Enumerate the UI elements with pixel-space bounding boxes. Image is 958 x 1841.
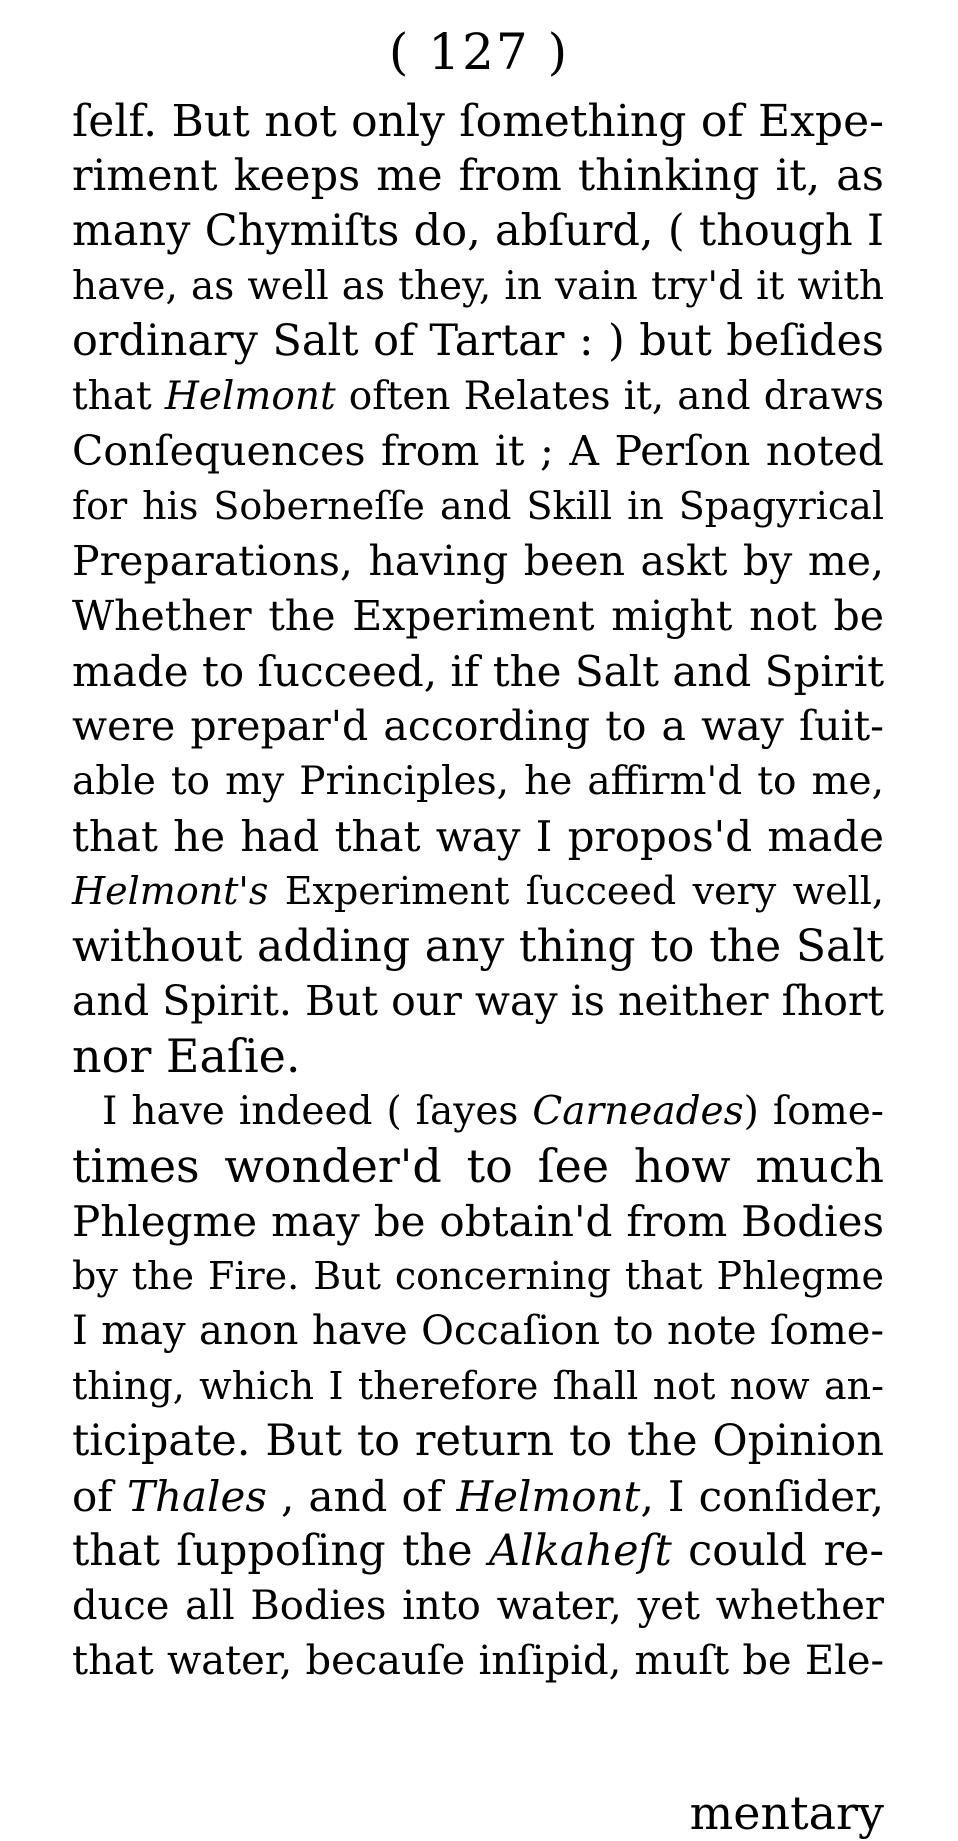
italic-name: Carneades bbox=[532, 1089, 744, 1134]
text-line: that water, becauſe inſipid, muſt be Ele- bbox=[72, 1638, 884, 1684]
text-run: often Relates it, and draws bbox=[335, 374, 884, 419]
text-line: Preparations, having been askt by me, bbox=[72, 537, 884, 585]
text-run: of bbox=[72, 1472, 127, 1521]
text-line: nor Eaſie. bbox=[72, 1029, 301, 1083]
text-line bbox=[72, 369, 884, 424]
text-line: duce all Bodies into water, yet whether bbox=[72, 1583, 884, 1629]
text-line bbox=[72, 1524, 884, 1579]
text-run: that bbox=[72, 374, 165, 419]
text-line: that he had that way I propos'd made bbox=[72, 812, 884, 861]
italic-name: Thales bbox=[126, 1472, 267, 1521]
text-line bbox=[72, 864, 884, 919]
text-line: Whether the Experiment might not be bbox=[72, 592, 884, 640]
catchword: mentary bbox=[689, 1786, 884, 1840]
text-run: , I conſider, bbox=[640, 1472, 884, 1521]
text-line: I may anon have Occaſion to note ſome- bbox=[72, 1308, 884, 1354]
text-line: by the Fire. But concerning that Phlegme bbox=[72, 1254, 884, 1298]
text-line bbox=[72, 1084, 884, 1139]
text-line: able to my Principles, he affirm'd to me, bbox=[72, 759, 884, 804]
text-line: thing, which I therefore ſhall not now an- bbox=[72, 1364, 884, 1408]
page-number: ( 127 ) bbox=[388, 23, 570, 81]
text-run: could re- bbox=[671, 1526, 884, 1576]
text-line: for his Soberneſſe and Skill in Spagyrical bbox=[72, 484, 884, 528]
text-run: , and of bbox=[266, 1472, 457, 1521]
italic-name: Helmont bbox=[164, 374, 336, 419]
text-line: ordinary Salt of Tartar : ) but beſides bbox=[72, 316, 884, 366]
text-line: and Spirit. But our way is neither ſhort bbox=[72, 977, 884, 1025]
italic-name: Alkaheſt bbox=[488, 1526, 672, 1576]
text-line: riment keeps me from thinking it, as bbox=[72, 151, 884, 201]
italic-name: Helmont bbox=[456, 1472, 641, 1521]
text-line: without adding any thing to the Salt bbox=[72, 921, 884, 972]
paragraph-1 bbox=[72, 94, 884, 1084]
paragraph-2 bbox=[72, 1084, 884, 1689]
text-run: that ſuppoſing the bbox=[72, 1526, 489, 1576]
text-line: ticipate. But to return to the Opinion bbox=[72, 1416, 884, 1466]
text-line: made to ſucceed, if the Salt and Spirit bbox=[72, 647, 885, 696]
text-line: have, as well as they, in vain try'd it with bbox=[72, 264, 884, 309]
text-line: times wonder'd to ſee how much bbox=[72, 1139, 884, 1193]
text-line: Conſequences from it ; A Perſon noted bbox=[72, 427, 884, 475]
text-run: I have indeed ( ſayes bbox=[102, 1089, 533, 1134]
text-line bbox=[72, 1469, 884, 1524]
text-run: ) ſome- bbox=[743, 1089, 884, 1134]
body-text bbox=[72, 94, 884, 1689]
text-line: were prepar'd according to a way ſuit- bbox=[72, 702, 884, 750]
text-line: ſelf. But not only ſomething of Expe- bbox=[72, 96, 884, 147]
text-line: many Chymiſts do, abſurd, ( though I bbox=[72, 206, 884, 256]
text-line: Phlegme may be obtain'd from Bodies bbox=[72, 1197, 884, 1246]
italic-name: Helmont's bbox=[72, 869, 269, 913]
text-run: Experiment ſucceed very well, bbox=[268, 869, 884, 913]
